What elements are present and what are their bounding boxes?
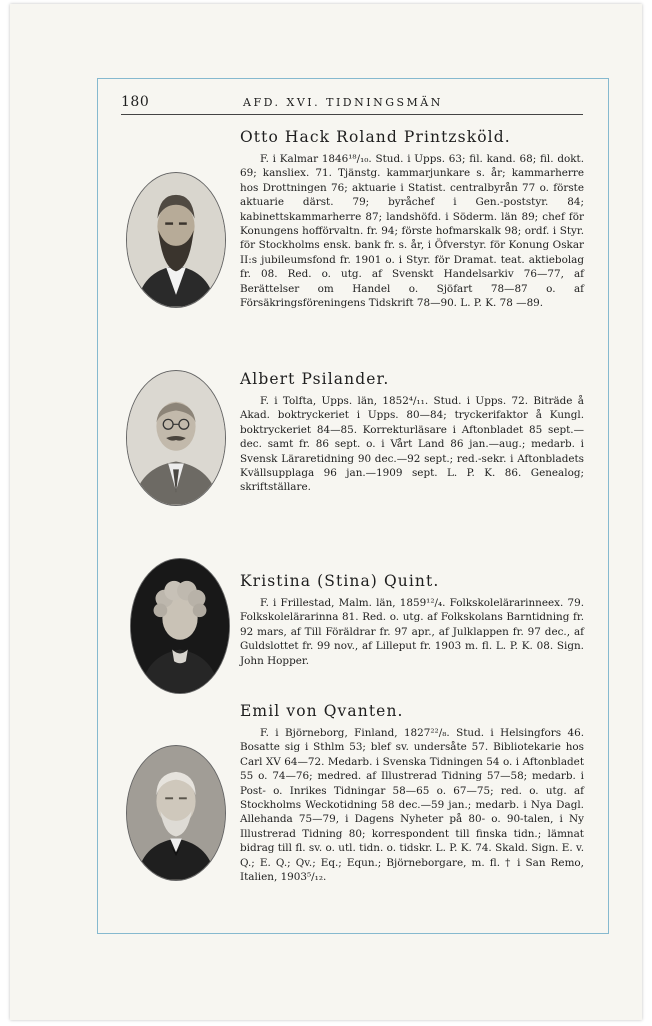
portrait-quint-image	[131, 559, 229, 693]
person-name: Otto Hack Roland Printzsköld.	[240, 128, 511, 146]
biography-text: F. i Björneborg, Finland, 1827²²/₈. Stud. i Helsingfors 46. Bosatte sig i Sthlm 53; blef sv. undersåte 57. Bibliotekarie hos Carl XV 64—72. Medarb. i Svenska Tidningen 54 o. i Aftonbladet 55 o. 74—76; medred. af Illustrerad Tidning 57—58; medarb. i Post- o. Inrikes Tidningar 58—65 o. 67—75; red. o. utg. af Stockholms Weckotidning 58 dec.—59 jan.; medarb. i Nya Dagl. Allehanda 75—79, i Dagens Nyheter på 80- o. 90-talen, i Ny Illustrerad Tidning 80; korrespondent till finska tidn.; lämnat bidrag till fl. sv. o. utl. tidn. o. tidskr. L. P. K. 74. Skald. Sign. E. v. Q.; E. Q.; Qv.; Eq.; Equn.; Björneborgare, m. fl. † i San Remo, Italien, 1903⁵/₁₂.	[240, 727, 584, 884]
portrait-psilander	[126, 370, 226, 506]
biography-entry	[240, 702, 584, 884]
biography-text: F. i Kalmar 1846¹⁸/₁₀. Stud. i Upps. 63; fil. kand. 68; fil. dokt. 69; kansliex. 71. Tjänstg. kammarjunkare s. år; kammarherre hos Drottningen 76; aktuarie i Statist. centralbyrån 77 o. förste aktuarie därst. 79; byråchef i Gen.-poststyr. 84; kabinettskammarherre 87; landshöfd. i Söderm. län 89; chef för Konungens hofförvaltn. fr. 94; förste hofmarskalk 98; ordf. i Styr. för Stockholms ensk. bank fr. s. år, i Öfverstyr. för Konung Oskar II:s jubileumsfond fr. 1901 o. i Styr. för Dramat. teat. aktiebolag fr. 08. Red. o. utg. af Svenskt Handelsarkiv 76—77, af Berättelser om Handel o. Sjöfart 78—87 o. af Försäkringsföreningens Tidskrift 78—90. L. P. K. 78 —89.	[240, 153, 584, 310]
portrait-von-qvanten	[126, 745, 226, 881]
person-name: Albert Psilander.	[240, 370, 390, 388]
biography-entry	[240, 370, 584, 495]
person-name: Emil von Qvanten.	[240, 702, 404, 720]
biography-text: F. i Tolfta, Upps. län, 1852⁴/₁₁. Stud. i Upps. 72. Biträde å Akad. boktryckeriet i Upps. 80—84; tryckerifaktor å Kungl. boktryckeriet 84—85. Korrekturläsare i Aftonbladet 85 sept.—dec. samt fr. 86 sept. o. i Vårt Land 86 jan.—aug.; medarb. i Svensk Läraretidning 90 dec.—92 sept.; red.-sekr. i Aftonbladets Kvällsupplaga 96 jan.—1909 sept. L. P. K. 86. Genealog; skriftställare.	[240, 395, 584, 494]
portrait-printzskold	[126, 172, 226, 308]
biography-text: F. i Frillestad, Malm. län, 1859¹²/₄. Folkskolelärarinneex. 79. Folkskolelärarinna 81. Red. o. utg. af Folkskolans Barntidning fr. 92 mars, af Till Föräldrar fr. 97 apr., af Julklappen fr. 97 dec., af Guldslottet fr. 99 nov., af Lilleput fr. 1903 m. fl. L. P. K. 08. Sign. John Hopper.	[240, 597, 584, 667]
person-name: Kristina (Stina) Quint.	[240, 572, 440, 590]
page-number: 180	[121, 94, 150, 110]
section-title: AFD. XVI. TIDNINGSMÄN	[243, 96, 443, 109]
biography-entry	[240, 128, 584, 310]
running-header	[121, 92, 583, 115]
portrait-quint	[130, 558, 230, 694]
biography-entry	[240, 572, 584, 668]
portrait-printzskold-image	[127, 173, 225, 307]
portrait-von-qvanten-image	[127, 746, 225, 880]
portrait-psilander-image	[127, 371, 225, 505]
